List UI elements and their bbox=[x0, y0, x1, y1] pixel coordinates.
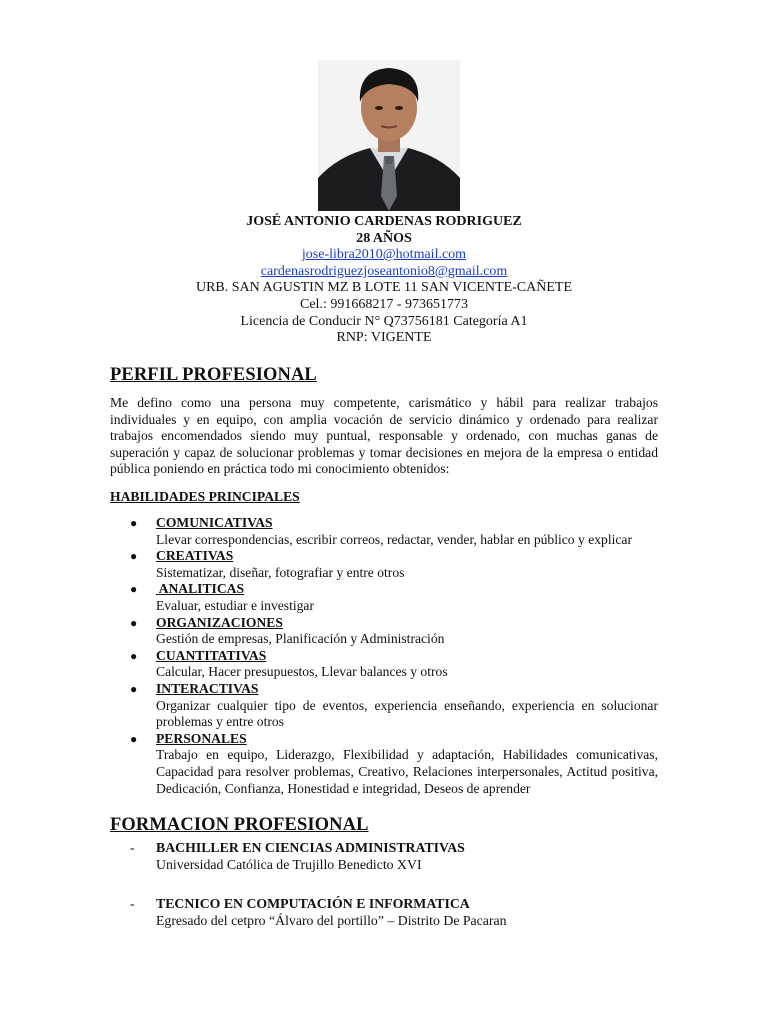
driver-license: Licencia de Conducir N° Q73756181 Categoría A1 bbox=[240, 313, 528, 329]
person-photo-icon bbox=[318, 60, 460, 211]
skills-heading: HABILIDADES PRINCIPALES bbox=[110, 489, 300, 504]
skill-description: Calcular, Hacer presupuestos, Llevar balances y otros bbox=[156, 664, 448, 680]
skill-description: Organizar cualquier tipo de eventos, experiencia enseñando, experiencia en solucionar problemas y entre otros bbox=[156, 697, 658, 730]
skill-title: PERSONALES bbox=[156, 730, 247, 746]
skill-title: ORGANIZACIONES bbox=[156, 614, 283, 630]
dash-icon: - bbox=[130, 896, 135, 911]
skill-title: COMUNICATIVAS bbox=[156, 515, 273, 530]
email-link-gmail[interactable]: cardenasrodriguezjoseantonio8@gmail.com bbox=[260, 263, 508, 279]
email-link-hotmail[interactable]: jose-libra2010@hotmail.com bbox=[301, 247, 467, 263]
contact-header bbox=[0, 214, 768, 347]
skill-item bbox=[110, 548, 658, 581]
bullet-icon: ● bbox=[130, 615, 138, 630]
skill-description: Trabajo en equipo, Liderazgo, Flexibilidad y adaptación, Habilidades comunicativas, Capacidad para resolver problemas, Creativo, Relaciones interpersonales, Actitud positiva, Dedicación, Confianza, Honestidad e integridad, Deseos de aprender bbox=[156, 747, 658, 796]
skill-description: Evaluar, estudiar e investigar bbox=[156, 597, 314, 613]
section-title-profile: PERFIL PROFESIONAL bbox=[110, 365, 317, 385]
dash-icon: - bbox=[130, 840, 135, 855]
full-name: JOSÉ ANTONIO CARDENAS RODRIGUEZ bbox=[246, 214, 522, 229]
institution: Universidad Católica de Trujillo Benedicto XVI bbox=[156, 857, 422, 872]
institution: Egresado del cetpro “Álvaro del portillo” – Distrito De Pacaran bbox=[156, 913, 507, 928]
degree-title: BACHILLER EN CIENCIAS ADMINISTRATIVAS bbox=[156, 840, 465, 855]
skill-title: ANALITICAS bbox=[156, 581, 245, 597]
skill-description: Llevar correspondencias, escribir correos, redactar, vender, hablar en público y explicar bbox=[156, 531, 632, 547]
section-title-education: FORMACION PROFESIONAL bbox=[110, 815, 369, 835]
skill-description: Sistematizar, diseñar, fotografiar y entre otros bbox=[156, 564, 405, 580]
degree-title: TECNICO EN COMPUTACIÓN E INFORMATICA bbox=[156, 896, 470, 911]
portrait-photo bbox=[318, 60, 460, 211]
skill-item bbox=[110, 648, 658, 681]
bullet-icon: ● bbox=[130, 648, 138, 663]
skill-item bbox=[110, 681, 658, 731]
skill-item bbox=[110, 515, 658, 548]
phone: Cel.: 991668217 - 973651773 bbox=[300, 296, 468, 312]
bullet-icon: ● bbox=[130, 731, 138, 746]
age: 28 AÑOS bbox=[356, 230, 412, 246]
skill-description: Gestión de empresas, Planificación y Administración bbox=[156, 631, 445, 647]
bullet-icon: ● bbox=[130, 681, 138, 696]
skill-title: INTERACTIVAS bbox=[156, 680, 259, 696]
address: URB. SAN AGUSTIN MZ B LOTE 11 SAN VICENTE-CAÑETE bbox=[195, 280, 573, 296]
bullet-icon: ● bbox=[130, 516, 138, 530]
skill-item bbox=[110, 615, 658, 648]
rnp-status: RNP: VIGENTE bbox=[336, 330, 432, 346]
bullet-icon: ● bbox=[130, 582, 138, 597]
skill-item bbox=[110, 581, 658, 614]
profile-paragraph: Me defino como una persona muy competente, carismático y hábil para realizar trabajos individuales y en equipo, con amplia vocación de servicio dinámico y ordenado para realizar trabajos encomendados siendo muy puntual, responsable y ordenado, con muchas ganas de superación y capaz de solucionar problemas y tomar decisiones en mejora de la empresa o entidad pública poniendo en práctica todo mi conocimiento obtenidos: bbox=[110, 395, 658, 477]
bullet-icon: ● bbox=[130, 549, 138, 564]
skill-title: CUANTITATIVAS bbox=[156, 647, 267, 663]
skill-title: CREATIVAS bbox=[156, 548, 234, 564]
skill-item bbox=[110, 731, 658, 797]
skills-list bbox=[110, 515, 658, 797]
